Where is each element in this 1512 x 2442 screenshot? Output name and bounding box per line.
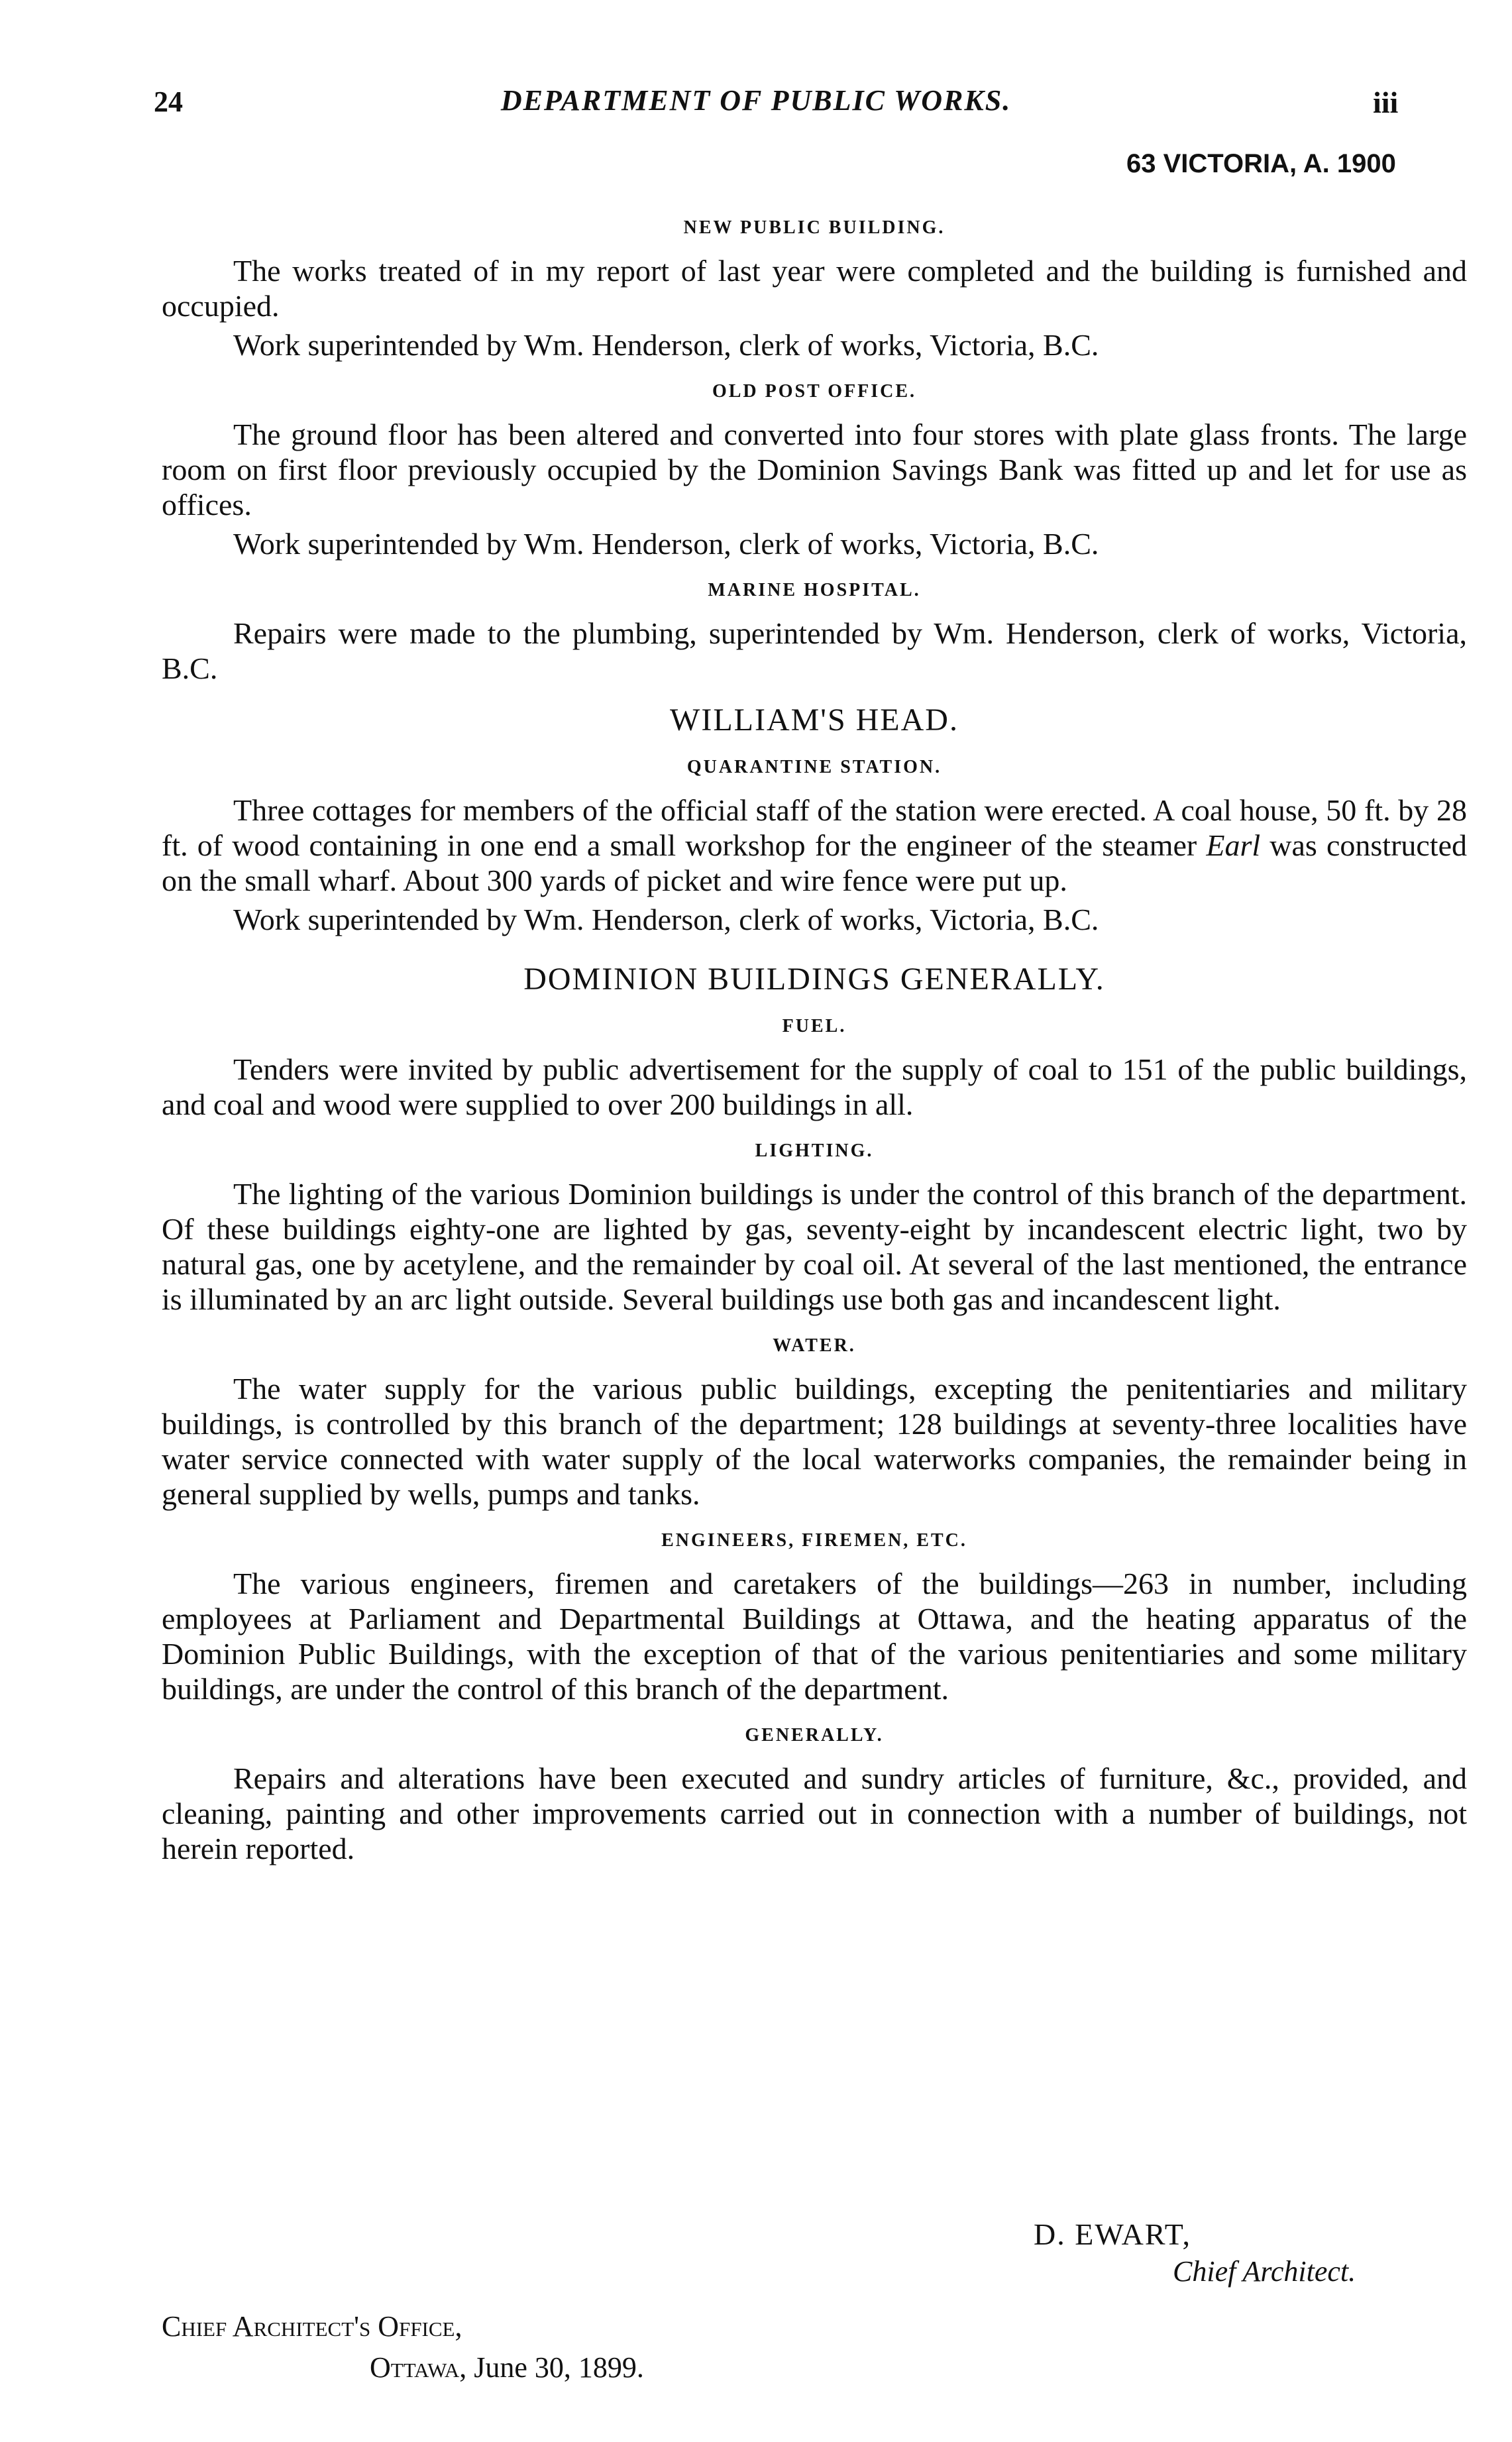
heading-generally: GENERALLY. bbox=[745, 1725, 884, 1746]
heading-old-post-office: OLD POST OFFICE. bbox=[712, 381, 917, 402]
running-title: DEPARTMENT OF PUBLIC WORKS. bbox=[500, 84, 1012, 117]
heading-fuel: FUEL. bbox=[782, 1016, 847, 1036]
paragraph-water: The water supply for the various public buildings, excepting the penitentiaries and military buildings, is controlled by this branch of the department; 128 buildings at seventy-three localities have water service connected with water supply of the local waterworks companies, the remainder being in general supplied by wells, pumps and tanks. bbox=[162, 1372, 1467, 1511]
office-place-date bbox=[370, 2347, 644, 2388]
steamer-name: Earl bbox=[1206, 828, 1261, 862]
heading-lighting: LIGHTING. bbox=[755, 1140, 874, 1161]
office-date: , June 30, 1899. bbox=[459, 2351, 644, 2384]
paragraph-quarantine-station bbox=[162, 793, 1467, 898]
signatory-name: D. EWART, bbox=[1034, 2217, 1191, 2251]
heading-quarantine-station: QUARANTINE STATION. bbox=[686, 757, 942, 777]
office-name: Chief Architect's Office, bbox=[162, 2310, 462, 2343]
title-dominion-buildings-generally: DOMINION BUILDINGS GENERALLY. bbox=[523, 962, 1105, 997]
paragraph-marine-hospital: Repairs were made to the plumbing, superintended by Wm. Henderson, clerk of works, Victoria, B.C. bbox=[162, 616, 1467, 685]
office-dateline bbox=[162, 2306, 644, 2388]
paragraph-old-post-office: The ground floor has been altered and converted into four stores with plate glass fronts. The large room on first floor previously occupied by the Dominion Savings Bank was fitted up and let for use as offices. bbox=[162, 417, 1467, 522]
paragraph-new-public-building-superintendent: Work superintended by Wm. Henderson, clerk of works, Victoria, B.C. bbox=[233, 328, 1099, 362]
paragraph-engineers-firemen: The various engineers, firemen and caretakers of the buildings—263 in number, including employees at Parliament and Departmental Buildings at Ottawa, and the heating apparatus of the Dominion Public Buildings, with the exception of that of the various penitentiaries and some military buildings, are under the control of this branch of the department. bbox=[162, 1567, 1467, 1706]
heading-marine-hospital: MARINE HOSPITAL. bbox=[708, 580, 921, 600]
quarantine-text-start: Three cottages for members of the official staff of the station were erected. A coal house, 50 ft. by 28 ft. of wood containing in one end a small workshop for the engineer of the steamer bbox=[162, 793, 1467, 862]
paragraph-lighting: The lighting of the various Dominion buildings is under the control of this branch of the department. Of these buildings eighty-one are lighted by gas, seventy-eight by incandescent electric light, two by natural gas, one by acetylene, and the remainder by coal oil. At several of the last mentioned, the entrance is illuminated by an arc light outside. Several buildings use both gas and incandescent light. bbox=[162, 1177, 1467, 1316]
paragraph-fuel: Tenders were invited by public advertisement for the supply of coal to 151 of the public buildings, and coal and wood were supplied to over 200 buildings in all. bbox=[162, 1052, 1467, 1121]
heading-engineers-firemen: ENGINEERS, FIREMEN, ETC. bbox=[661, 1530, 967, 1551]
paragraph-new-public-building: The works treated of in my report of last year were completed and the building is furnished and occupied. bbox=[162, 254, 1467, 323]
title-williams-head: WILLIAM'S HEAD. bbox=[670, 702, 959, 738]
paragraph-old-post-office-superintendent: Work superintended by Wm. Henderson, clerk of works, Victoria, B.C. bbox=[233, 527, 1099, 561]
signature-block bbox=[1034, 2217, 1356, 2288]
quarantine-text-end: was constructed on the small wharf. About 300 yards of picket and wire fence were put up. bbox=[162, 828, 1467, 897]
signatory-title: Chief Architect. bbox=[1173, 2255, 1356, 2288]
paragraph-quarantine-superintendent: Work superintended by Wm. Henderson, clerk of works, Victoria, B.C. bbox=[233, 903, 1099, 936]
session-label: 63 VICTORIA, A. 1900 bbox=[1126, 149, 1396, 178]
office-place: Ottawa bbox=[370, 2351, 460, 2384]
heading-water: WATER. bbox=[773, 1335, 856, 1356]
page-number: 24 bbox=[154, 85, 183, 118]
report-body bbox=[162, 199, 1467, 1870]
heading-new-public-building: NEW PUBLIC BUILDING. bbox=[683, 217, 945, 238]
paragraph-generally: Repairs and alterations have been executed and sundry articles of furniture, &c., provided, and cleaning, painting and other improvements carried out in connection with a number of buildings, not herein reported. bbox=[162, 1761, 1467, 1865]
roman-page-number: iii bbox=[1373, 85, 1399, 119]
